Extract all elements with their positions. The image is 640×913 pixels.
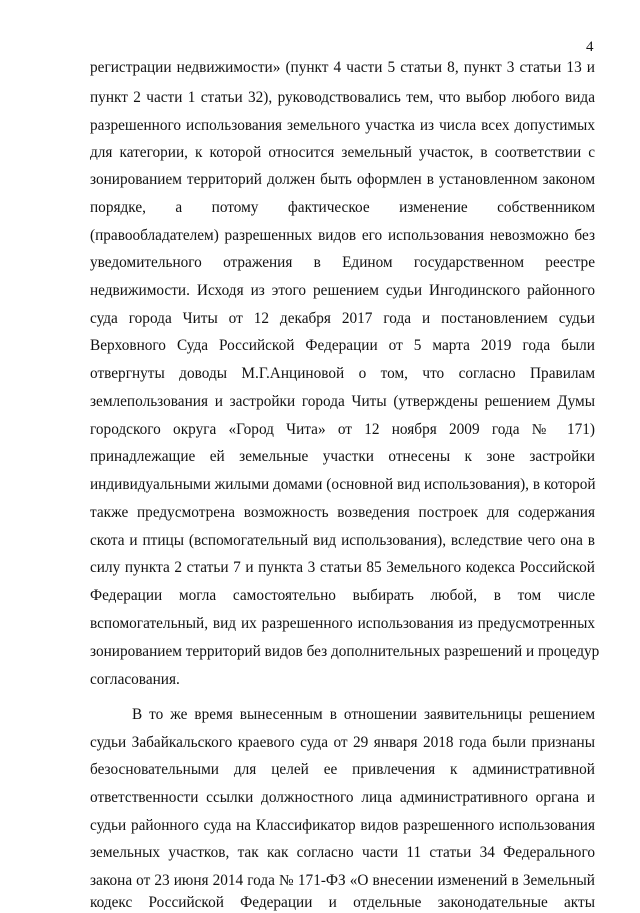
text-line: землепользования и застройки города Читы (утверждены решением Думы [90,393,595,410]
text-line: зонированием территорий видов без дополнительных разрешений и процедур [90,643,600,660]
text-line: регистрации недвижимости» (пункт 4 части 5 статьи 8, пункт 3 статьи 13 и [90,59,595,76]
text-line: судьи районного суда на Классификатор видов разрешенного использования [90,817,595,834]
text-line: для категории, к которой относится земельный участок, в соответствии с [90,144,595,161]
text-line: согласования. [90,671,180,688]
text-line: разрешенного использования земельного участка из числа всех допустимых [90,117,595,134]
page-number: 4 [586,39,594,55]
text-line: городского округа «Город Чита» от 12 ноября 2009 года № 171) [90,421,595,438]
text-line: зонированием территорий должен быть оформлен в установленном законом [90,171,595,188]
text-line: земельных участков, так как согласно части 11 статьи 34 Федерального [90,844,595,861]
text-line: ответственности ссылки должностного лица административного органа и [90,789,595,806]
text-line: Федерации могла самостоятельно выбирать любой, в том числе [90,587,595,604]
text-line: вспомогательный, вид их разрешенного использования из предусмотренных [90,615,595,632]
text-line: Верховного Суда Российской Федерации от 5 марта 2019 года были [90,337,595,354]
text-line: индивидуальными жилыми домами (основной вид использования), в которой [90,476,596,493]
text-line: скота и птицы (вспомогательный вид использования), вследствие чего она в [90,532,595,549]
text-line: порядке, а потому фактическое изменение собственником [90,199,595,216]
text-line: также предусмотрена возможность возведения построек для содержания [90,504,595,521]
paragraph-first-line: В то же время вынесенным в отношении заявительницы решением [132,706,595,723]
text-line: силу пункта 2 статьи 7 и пункта 3 статьи 85 Земельного кодекса Российской [90,559,595,576]
text-line: недвижимости. Исходя из этого решением судьи Ингодинского районного [90,282,595,299]
text-line: безосновательными для целей ее привлечения к административной [90,761,595,778]
text-line: кодекс Российской Федерации и отдельные законодательные акты [90,894,595,911]
text-line: закона от 23 июня 2014 года № 171-ФЗ «О внесении изменений в Земельный [90,872,595,889]
text-line: (правообладателем) разрешенных видов его использования невозможно без [90,227,595,244]
text-line: судьи Забайкальского краевого суда от 29 января 2018 года были признаны [90,734,595,751]
text-line: пункт 2 части 1 статьи 32), руководствовались тем, что выбор любого вида [90,89,595,106]
text-line: принадлежащие ей земельные участки отнесены к зоне застройки [90,448,595,465]
text-line: уведомительного отражения в Едином государственном реестре [90,254,595,271]
text-line: суда города Читы от 12 декабря 2017 года и постановлением судьи [90,310,595,327]
text-line: отвергнуты доводы М.Г.Анциновой о том, что согласно Правилам [90,365,595,382]
